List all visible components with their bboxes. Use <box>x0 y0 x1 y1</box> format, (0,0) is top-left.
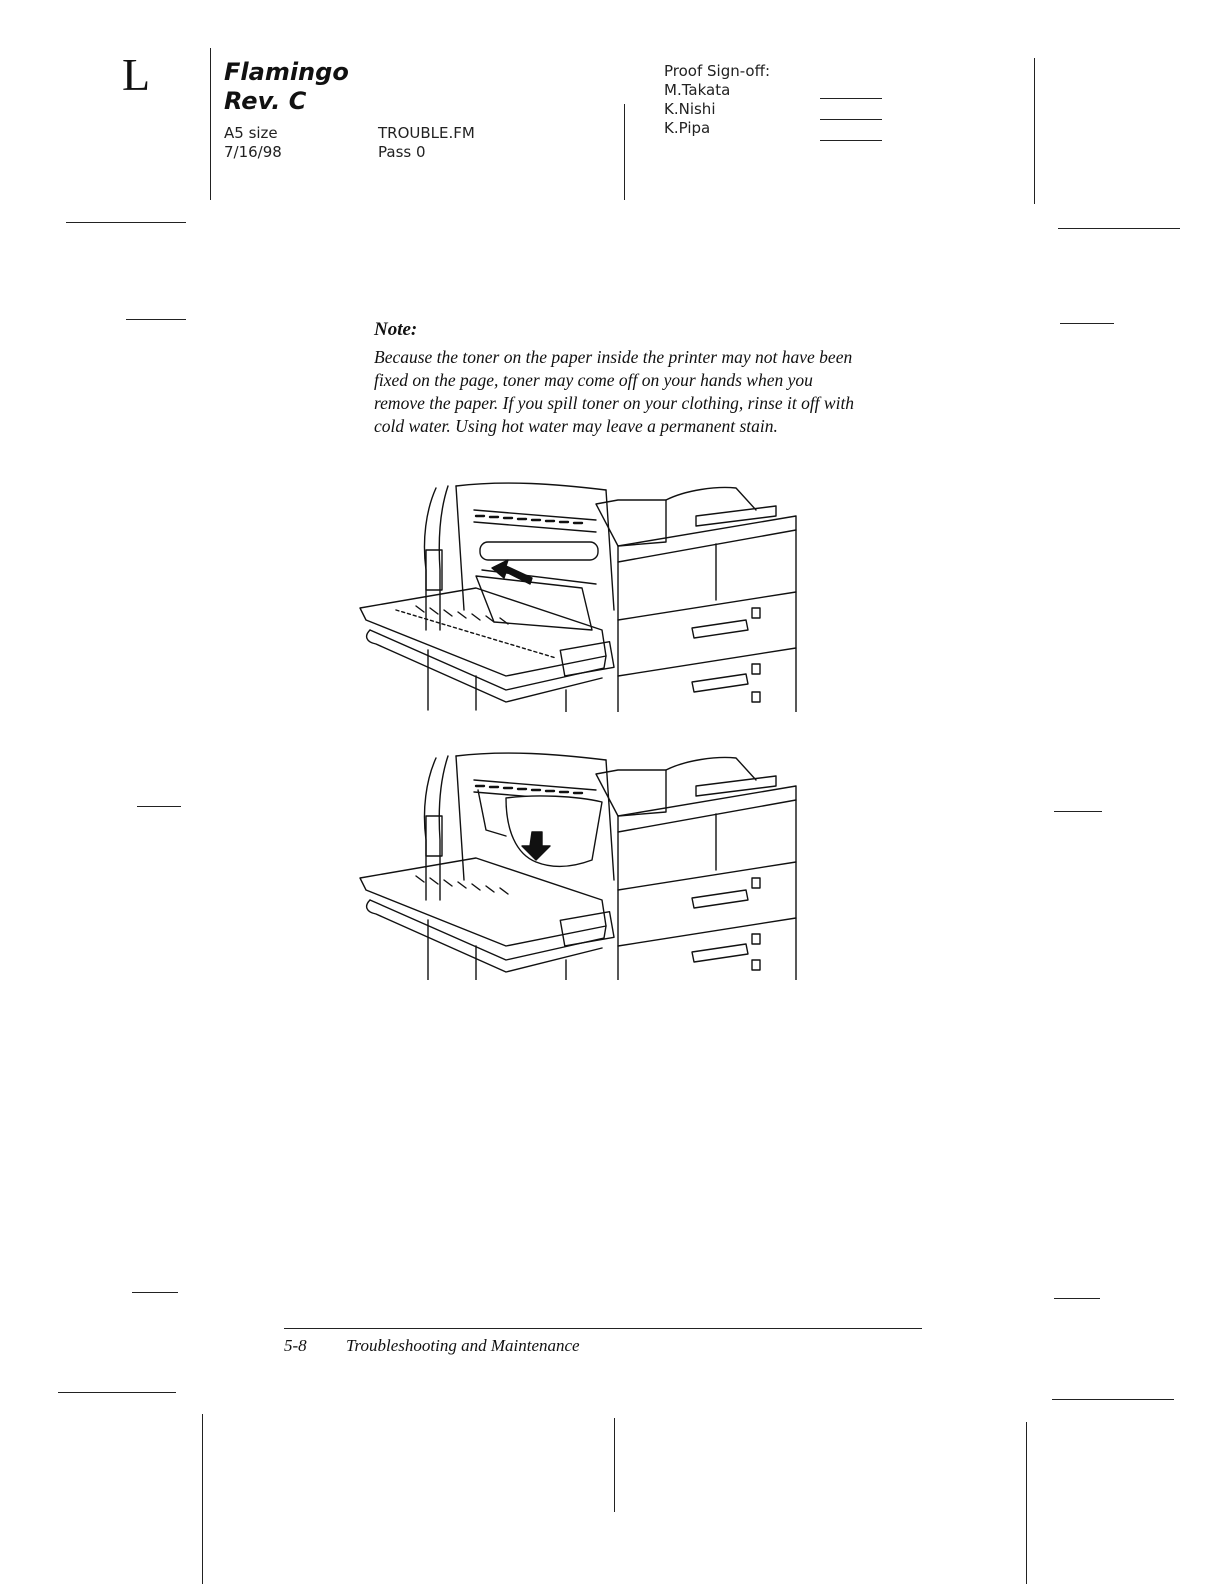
crop-mark <box>66 222 186 223</box>
crop-mark <box>1058 228 1180 229</box>
paper-sheet <box>506 796 602 867</box>
proof-name: K.Nishi <box>664 100 716 118</box>
crop-mark <box>132 1292 178 1293</box>
crop-mark <box>1034 58 1035 204</box>
doc-title <box>224 58 349 116</box>
crop-mark <box>1060 323 1114 324</box>
page-number: 5-8 <box>284 1336 307 1355</box>
proof-signoff <box>664 62 770 138</box>
proof-name: K.Pipa <box>664 119 711 137</box>
footer-rule <box>284 1328 922 1329</box>
note-line: fixed on the page, toner may come off on your hands when you <box>374 370 813 390</box>
doc-title-line1: Flamingo <box>224 58 349 86</box>
printer-jam-illustration-1 <box>356 480 800 712</box>
printer-jam-illustration-2 <box>356 750 800 980</box>
proof-title: Proof Sign-off: <box>664 62 770 80</box>
doc-pass: Pass 0 <box>378 143 426 161</box>
crop-mark <box>614 1418 615 1512</box>
note-heading: Note: <box>374 319 418 340</box>
doc-date: 7/16/98 <box>224 143 282 161</box>
crop-mark <box>1054 1298 1100 1299</box>
crop-mark <box>58 1392 176 1393</box>
note-line: Because the toner on the paper inside the printer may not have been <box>374 347 853 367</box>
doc-meta-left <box>224 124 282 162</box>
doc-file: TROUBLE.FM <box>378 124 475 142</box>
signature-line <box>820 119 882 120</box>
doc-size: A5 size <box>224 124 278 142</box>
note-body <box>374 346 934 438</box>
crop-mark <box>1054 811 1102 812</box>
crop-mark <box>624 104 625 200</box>
crop-mark <box>1052 1399 1174 1400</box>
crop-mark <box>202 1414 203 1584</box>
proof-name: M.Takata <box>664 81 731 99</box>
corner-letter: L <box>122 49 151 100</box>
crop-mark <box>1026 1422 1027 1584</box>
signature-line <box>820 140 882 141</box>
crop-mark <box>210 48 211 200</box>
doc-meta-right <box>378 124 475 162</box>
crop-mark <box>126 319 186 320</box>
note-line: remove the paper. If you spill toner on your clothing, rinse it off with <box>374 393 855 413</box>
signature-line <box>820 98 882 99</box>
section-title: Troubleshooting and Maintenance <box>346 1336 580 1355</box>
note-line: cold water. Using hot water may leave a permanent stain. <box>374 416 778 436</box>
crop-mark <box>137 806 181 807</box>
doc-title-line2: Rev. C <box>224 87 307 115</box>
